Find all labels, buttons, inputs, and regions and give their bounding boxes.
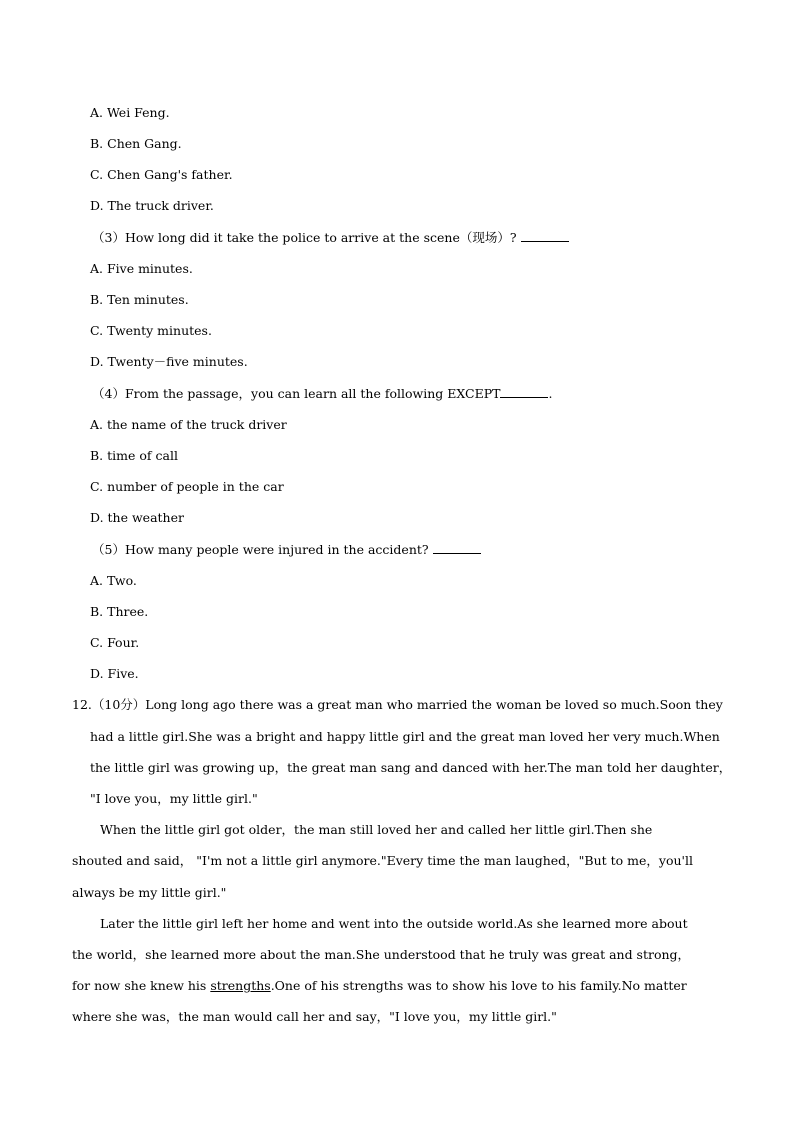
passage-line: Later the little girl left her home and went into the outside world.As she learned more about	[100, 916, 688, 931]
answer-blank	[433, 541, 481, 554]
q5-option-c: C. Four.	[90, 635, 140, 650]
q3-prompt	[92, 229, 569, 246]
underlined-word: strengths	[210, 978, 271, 993]
passage-line: had a little girl.She was a bright and happy little girl and the great man loved her very much.When	[90, 729, 720, 744]
q4-option-b: B. time of call	[90, 448, 178, 463]
passage-text: Long long ago there was a great man who married the woman be loved so much.Soon they	[145, 697, 723, 712]
passage-line: the little girl was growing up，the great man sang and danced with her.The man told her daughter，	[90, 760, 732, 775]
passage-line: the world，she learned more about the man.She understood that he truly was great and strong，	[72, 947, 691, 962]
q2-option-c: C. Chen Gang's father.	[90, 167, 233, 182]
passage-line: When the little girl got older，the man still loved her and called her little girl.Then she	[100, 822, 653, 837]
q3-option-a: A. Five minutes.	[90, 261, 193, 276]
q4-option-c: C. number of people in the car	[90, 479, 284, 494]
q3-prompt-text: （3）How long did it take the police to arrive at the scene（现场）?	[92, 230, 517, 245]
answer-blank	[521, 229, 569, 242]
q4-option-d: D. the weather	[90, 510, 184, 525]
q4-prompt	[92, 385, 552, 402]
passage-text: .One of his strengths was to show his love to his family.No matter	[270, 978, 687, 993]
q2-option-b: B. Chen Gang.	[90, 136, 182, 151]
q3-option-b: B. Ten minutes.	[90, 292, 189, 307]
q4-prompt-text: （4）From the passage，you can learn all the following EXCEPT	[92, 386, 501, 401]
passage-line: always be my little girl."	[72, 885, 227, 900]
q3-option-c: C. Twenty minutes.	[90, 323, 212, 338]
q4-option-a: A. the name of the truck driver	[90, 417, 287, 432]
answer-blank	[500, 385, 548, 398]
passage-line	[72, 978, 687, 994]
q5-option-b: B. Three.	[90, 604, 149, 619]
q2-option-d: D. The truck driver.	[90, 198, 214, 213]
q5-option-a: A. Two.	[90, 573, 137, 588]
passage-text: for now she knew his	[72, 978, 211, 993]
q2-option-a: A. Wei Feng.	[90, 105, 170, 120]
passage-line: "I love you，my little girl."	[90, 791, 258, 806]
question-number: 12.（10分）	[72, 697, 146, 712]
passage-line: shouted and said， "I'm not a little girl anymore."Every time the man laughed，"But to me，you'll	[72, 853, 693, 868]
q5-option-d: D. Five.	[90, 666, 139, 681]
passage-line: where she was，the man would call her and say，"I love you，my little girl."	[72, 1009, 557, 1024]
q12-first-line	[72, 697, 723, 713]
q3-option-d: D. Twenty－five minutes.	[90, 354, 248, 369]
q5-prompt-text: （5）How many people were injured in the accident?	[92, 542, 429, 557]
q4-prompt-suffix: .	[548, 386, 553, 401]
q5-prompt	[92, 541, 481, 558]
